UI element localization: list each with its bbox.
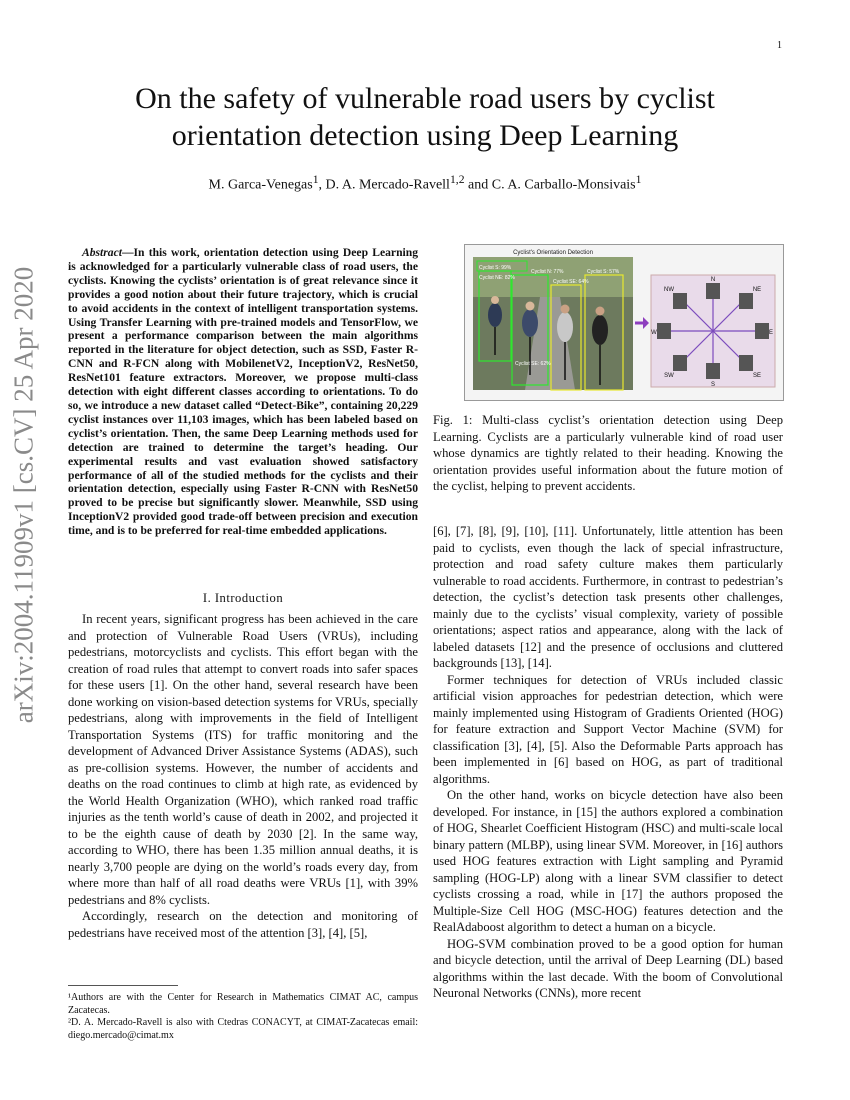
author-2: D. A. Mercado-Ravell [325,177,450,193]
author-separator: , [318,177,326,193]
figure-caption: Fig. 1: Multi-class cyclist’s orientation detection using Deep Learning. Cyclists are a particularly vulnerable kind of road user whose dynamics are tightly related to their heading. Knowing the orientation provides useful information about the future motion of the cyclist, helping to prevent accidents. [433,413,783,493]
figure-illustration [465,245,783,400]
compass-label: S [710,382,716,388]
footnotes [68,992,418,1042]
compass-label: SE [752,373,762,379]
section-heading-introduction: I. Introduction [202,591,284,605]
arxiv-identifier: arXiv:2004.11909v1 [cs.CV] 25 Apr 2020 [8,266,39,724]
body-paragraph: Former techniques for detection of VRUs included classic artificial vision approaches for pedestrian detection, which were mainly implemented using Histogram of Gradients Oriented (HOG) for feature extraction and Support Vector Machine (SVM) for classification [3], [4], [5]. Also the Deformable Parts approach has been implemented in [6] based on HOG, as part of traditional algorithms. [433,672,783,786]
detection-label: Cyclist N: 77% [531,269,564,275]
author-list [60,173,790,194]
paper-title [60,80,790,154]
compass-label: NW [664,287,674,293]
title-line-1: On the safety of vulnerable road users by cyclist [135,82,715,115]
detection-label: Cyclist SE: 64% [553,279,589,285]
body-paragraph: HOG-SVM combination proved to be a good option for human and bicycle detection, until the arrival of Deep Learning (DL) based algorithms within the last decade. With the boom of Convolutional Neuronal Networks (CNNs), more recent [433,936,783,1000]
compass-label: SW [664,373,674,379]
introduction-body [68,611,418,941]
compass-label: N [710,277,716,283]
footnote-2: ²D. A. Mercado-Ravell is also with Ctedras CONACYT, at CIMAT-Zacatecas email: diego.mercado@cimat.mx [68,1017,418,1041]
compass-label: E [768,330,774,336]
compass-label: NE [752,287,762,293]
arxiv-stamp [4,266,44,724]
author-3: C. A. Carballo-Monsivais [491,177,636,193]
author-2-affiliation: 1,2 [449,173,465,186]
detection-label: Cyclist S: 99% [479,265,512,271]
detection-label: Cyclist S: 57% [587,269,620,275]
abstract-label: Abstract [82,246,122,259]
figure-1 [464,244,784,401]
abstract-dash: — [121,246,134,259]
detection-label: Cyclist SE: 62% [515,361,551,367]
footnote-1: ¹Authors are with the Center for Research in Mathematics CIMAT AC, campus Zacatecas. [68,992,418,1016]
body-paragraph: [6], [7], [8], [9], [10], [11]. Unfortunately, little attention has been paid to cyclists, even though the lack of special infrastructure, protection and road safety culture makes them particularly vulnerable to road accidents. Furthermore, in contrast to pedestrian’s detection, the cyclist’s detection task presents other challenges, mainly due to the cyclists’ visual complexity, variety of possible orientations; aspect ratios and appearance, along with the lack of labeled datasets [12] and the presence of occlusions and cluttered backgrounds [13], [14]. [433,524,783,670]
compass-label: W [651,330,657,336]
figure-inner-title: Cyclist's Orientation Detection [513,250,593,256]
abstract [68,246,418,538]
abstract-text: In this work, orientation detection using Deep Learning is acknowledged for a particularly vulnerable class of road users, the cyclists. Knowing the cyclists’ orientation is of great relevance since it provides a good notion about their future trajectory, which is crucial to avoid accidents in the context of intelligent transportation systems. Using Transfer Learning with pre-trained models and TensorFlow, we present a performance comparison between the main algorithms reported in the literature for object detection, such as SSD, Faster R-CNN and R-FCN along with MobilenetV2, InceptionV2, ResNet50, ResNet101 feature extractors. Moreover, we propose multi-class detection with eight different classes according to orientations. To do so, we introduce a new dataset called “Detect-Bike”, containing 20,229 cyclist instances over 11,103 images, which has been labeled based on cyclist’s orientation. Then, the same Deep Learning methods used for detection are trained to determine the target’s heading. Our experimental results and vast evaluation showed satisfactory performance of all of the studied methods for the cyclists and their orientation detection, especially using Faster R-CNN with ResNet50 proved to be precise but significantly slower. Meanwhile, SSD using InceptionV2 provided good trade-off between precision and execution time, and is to be preferred for real-time embedded applications. [68,246,418,538]
intro-paragraph: In recent years, significant progress has been achieved in the care and protection of Vulnerable Road Users (VRUs), including pedestrians, motorcyclists and cyclists. This effort began with the creation of road rules that attempt to convert roads into safer spaces for these users [1]. On the other hand, several research have been done working on vision-based detection systems for VRUs, specially pedestrians, along with improvements in the field of Intelligent Transportation Systems (ITS) for traffic monitoring and the development of Advanced Driver Assistance Systems (ADAS), such as pre-collision systems. However, the number of accidents and deaths on the road continues to climb at high rate, as evidenced by the World Health Organization (WHO), which ranked road traffic injuries as the tenth world’s cause of death in 2002, and projected it to be the eighth cause of death by 2030 [2]. In the same way, according to WHO, there has been 1.35 million annual deaths, it is nearly 3,700 people are dying on the world’s roads every day, from where more than half of all road deaths were VRUs [1], with 39% pedestrians and 8% cyclists. [68,612,418,907]
author-1: M. Garca-Venegas [208,177,313,193]
author-separator-and: and [464,177,492,193]
detection-label: Cyclist NE: 82% [479,275,515,281]
right-column-body [433,523,783,1002]
title-line-2: orientation detection using Deep Learning [171,119,679,152]
body-paragraph: On the other hand, works on bicycle detection have also been developed. For instance, in [15] the authors explored a combination of HOG, Shearlet Coefficient Histogram (HSC) and multi-scale local binary pattern (MLBP), using linear SVM. Moreover, in [16] authors used HOG features extraction with Light sampling and Pyramid sampling (HOG-LP) along with a linear SVM classifier to detect cyclists crossing a road, while in [17] the authors proposed the Multiple-Size Cell HOG (MSC-HOG) features detection and the RealAdaboost algorithm to detect a human on a bicycle. [433,788,783,934]
footnote-rule [68,985,178,986]
author-3-affiliation: 1 [635,173,642,186]
page-number: 1 [777,40,782,51]
intro-paragraph: Accordingly, research on the detection and monitoring of pedestrians have received most of the attention [3], [4], [5], [68,909,418,940]
author-1-affiliation: 1 [312,173,319,186]
